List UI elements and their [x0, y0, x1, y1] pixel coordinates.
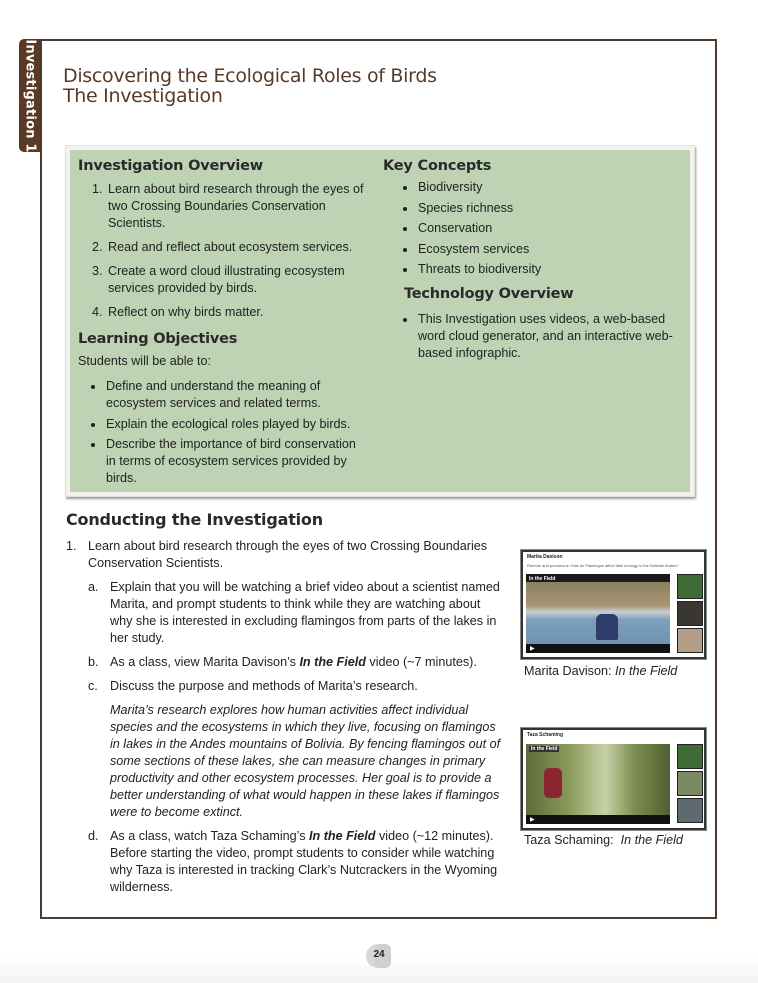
technology-item: This Investigation uses videos, a web-based word cloud generator, and an interactive web-based infographic.	[418, 311, 680, 362]
substep-letter: d.	[88, 829, 99, 843]
thumbnail-3[interactable]	[677, 628, 703, 653]
overview-item: 2. Read and reflect about ecosystem services.	[106, 239, 368, 256]
video-thumbnails	[677, 574, 701, 655]
substep-em: In the Field	[299, 655, 366, 669]
scientist-figure	[596, 614, 618, 640]
substep-text: Explain that you will be watching a brief video about a scientist named Marita, and prompt students to think while they are watching about why she is interested in excluding flamingos from parts of the lakes in her study.	[110, 580, 500, 645]
learning-objectives-heading: Learning Objectives	[78, 331, 238, 347]
substep-text-pre: As a class, watch Taza Schaming’s	[110, 829, 310, 843]
marita-video-thumbnail[interactable]	[521, 550, 706, 659]
video-header: Marita Davison	[527, 554, 563, 560]
substep-a	[66, 579, 506, 647]
substep-letter: b.	[88, 655, 99, 669]
technology-overview-list	[383, 311, 683, 362]
side-tab-label: Investigation 1	[22, 38, 38, 153]
substep-d	[66, 828, 506, 896]
video-header: Taza Schaming	[527, 732, 564, 738]
substep-c	[66, 678, 506, 695]
page-title-line1: Discovering the Ecological Roles of Birds	[63, 65, 437, 87]
scientist-backpack	[544, 768, 562, 798]
key-concept-item: Threats to biodiversity	[418, 261, 683, 278]
video-controls-bar	[526, 644, 670, 653]
caption-em: In the Field	[615, 664, 678, 678]
overview-item: 3. Create a word cloud illustrating ecosystem services provided by birds.	[106, 263, 368, 297]
learning-objectives-intro: Students will be able to:	[78, 354, 212, 368]
objective-item: Explain the ecological roles played by birds.	[106, 416, 368, 433]
conducting-steps	[66, 538, 506, 896]
overview-left-column	[78, 158, 368, 491]
overview-box	[65, 145, 695, 497]
page-number-badge	[366, 944, 392, 968]
caption-em: In the Field	[620, 833, 683, 847]
play-icon[interactable]: ▶	[530, 646, 535, 652]
overview-item: 1. Learn about bird research through the eyes of two Crossing Boundaries Conservation Scientists.	[106, 181, 368, 232]
investigation-overview-heading: Investigation Overview	[78, 158, 263, 174]
key-concept-item: Ecosystem services	[418, 241, 683, 258]
step-text: Learn about bird research through the eyes of two Crossing Boundaries Conservation Scientists.	[88, 539, 488, 570]
research-note: Marita’s research explores how human activities affect individual species and the ecosystems in which they live, focusing on flamingos in lakes in the Andes mountains of Bolivia. By fencing flamingos out of some sections of these lakes, she can measure changes in primary productivity and other ecosystem processes. Her goal is to provide a better understanding of what would happen in these lakes if flamingos were to become extinct.	[110, 703, 501, 819]
investigation-side-tab	[19, 39, 41, 152]
caption-name: Taza Schaming:	[524, 833, 621, 847]
video-player-label: In the Field	[531, 746, 558, 752]
conducting-heading: Conducting the Investigation	[66, 510, 323, 529]
play-icon[interactable]: ▶	[530, 817, 535, 823]
technology-overview-heading: Technology Overview	[404, 286, 574, 302]
taza-video-thumbnail[interactable]	[521, 728, 706, 830]
thumbnail-2[interactable]	[677, 771, 703, 796]
key-concepts-list	[383, 179, 683, 278]
key-concept-item: Species richness	[418, 200, 683, 217]
caption-name: Marita Davison:	[524, 664, 615, 678]
video-player[interactable]	[526, 744, 670, 824]
learning-objectives-list	[78, 378, 368, 487]
page-number: 24	[373, 949, 385, 960]
video-thumbnails	[677, 744, 701, 825]
page-title	[63, 66, 437, 106]
step-number: 1.	[66, 539, 77, 553]
objective-item: Describe the importance of bird conservation in terms of ecosystem services provided by birds.	[106, 436, 368, 487]
taza-video-caption	[524, 833, 683, 847]
video-subtitle: Remote and precarious: How do Flamingos affect lake ecology in the Bolivian Andes?	[527, 563, 679, 568]
substep-b	[66, 654, 506, 671]
thumbnail-2[interactable]	[677, 601, 703, 626]
page-title-line2: The Investigation	[63, 85, 223, 107]
thumbnail-1[interactable]	[677, 574, 703, 599]
substep-text: Discuss the purpose and methods of Marita’s research.	[110, 679, 418, 693]
key-concepts-heading: Key Concepts	[383, 158, 492, 174]
substep-letter: a.	[88, 580, 99, 594]
video-player-label: In the Field	[529, 576, 556, 582]
key-concept-item: Biodiversity	[418, 179, 683, 196]
video-player[interactable]	[526, 574, 670, 653]
substep-text-post: video (~7 minutes).	[365, 655, 477, 669]
video-controls-bar	[526, 815, 670, 824]
step-1	[66, 538, 506, 572]
investigation-overview-list	[78, 181, 368, 321]
overview-box-inner	[70, 150, 690, 492]
substep-text-pre: As a class, view Marita Davison’s	[110, 655, 300, 669]
substep-letter: c.	[88, 679, 98, 693]
thumbnail-1[interactable]	[677, 744, 703, 769]
marita-video-caption	[524, 664, 677, 678]
key-concept-item: Conservation	[418, 220, 683, 237]
overview-item: 4. Reflect on why birds matter.	[106, 304, 368, 321]
substep-text-post: video (~12 minutes). Before starting the video, prompt students to consider while watching why Taza is interested in tracking Clark’s Nutcrackers in the Wyoming wilderness.	[110, 829, 498, 894]
thumbnail-3[interactable]	[677, 798, 703, 823]
overview-right-column	[383, 158, 683, 366]
objective-item: Define and understand the meaning of ecosystem services and related terms.	[106, 378, 368, 412]
substep-em: In the Field	[309, 829, 376, 843]
